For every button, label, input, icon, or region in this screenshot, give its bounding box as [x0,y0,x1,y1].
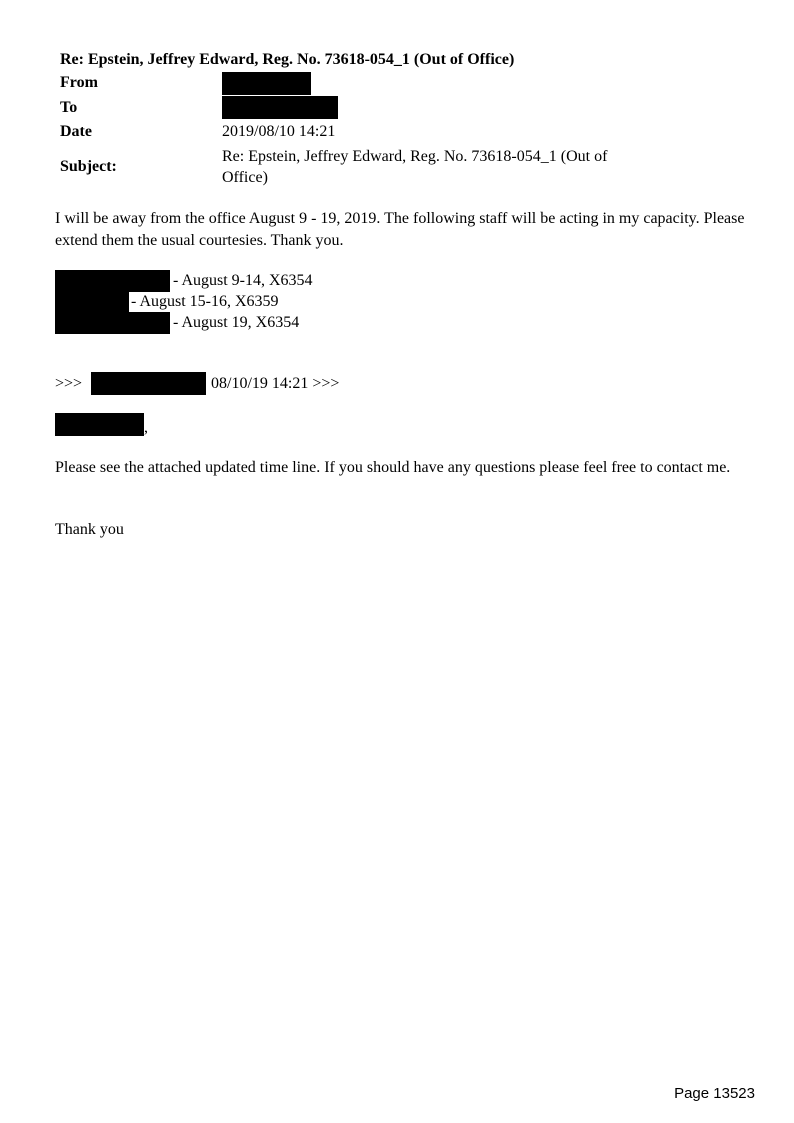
out-of-office-text: I will be away from the office August 9 - 19, 2019. The following staff will be acting in my capacity. Please extend them the usual courtesies. Thank you. [55,210,745,249]
page-number: Page 13523 [674,1085,755,1102]
staff-entry-2: - August 15-16, X6359 [131,293,279,310]
quote-prefix: >>> [55,375,83,392]
date-label: Date [60,123,92,140]
to-label: To [60,99,78,116]
message-text: Please see the attached updated time line. If you should have any questions please feel free to contact me. [55,459,731,476]
staff-name-redaction-1 [55,270,170,292]
subject-label: Subject: [60,158,117,175]
to-redaction [222,96,338,119]
closing-text: Thank you [55,521,124,538]
quote-timestamp: 08/10/19 14:21 >>> [211,375,340,392]
email-title: Re: Epstein, Jeffrey Edward, Reg. No. 73618-054_1 (Out of Office) [60,51,515,68]
recipient-redaction [55,413,144,436]
staff-entry-3: - August 19, X6354 [173,314,300,331]
subject-value-line2: Office) [222,169,268,186]
staff-entry-1: - August 9-14, X6354 [173,272,313,289]
subject-value-line1: Re: Epstein, Jeffrey Edward, Reg. No. 73618-054_1 (Out of [222,148,608,165]
from-label: From [60,74,98,91]
staff-name-redaction-3 [55,312,170,334]
sender-redaction [91,372,206,395]
staff-name-redaction-2 [55,291,129,313]
date-value: 2019/08/10 14:21 [222,123,336,140]
salutation-comma: , [144,419,148,436]
from-redaction [222,72,311,95]
